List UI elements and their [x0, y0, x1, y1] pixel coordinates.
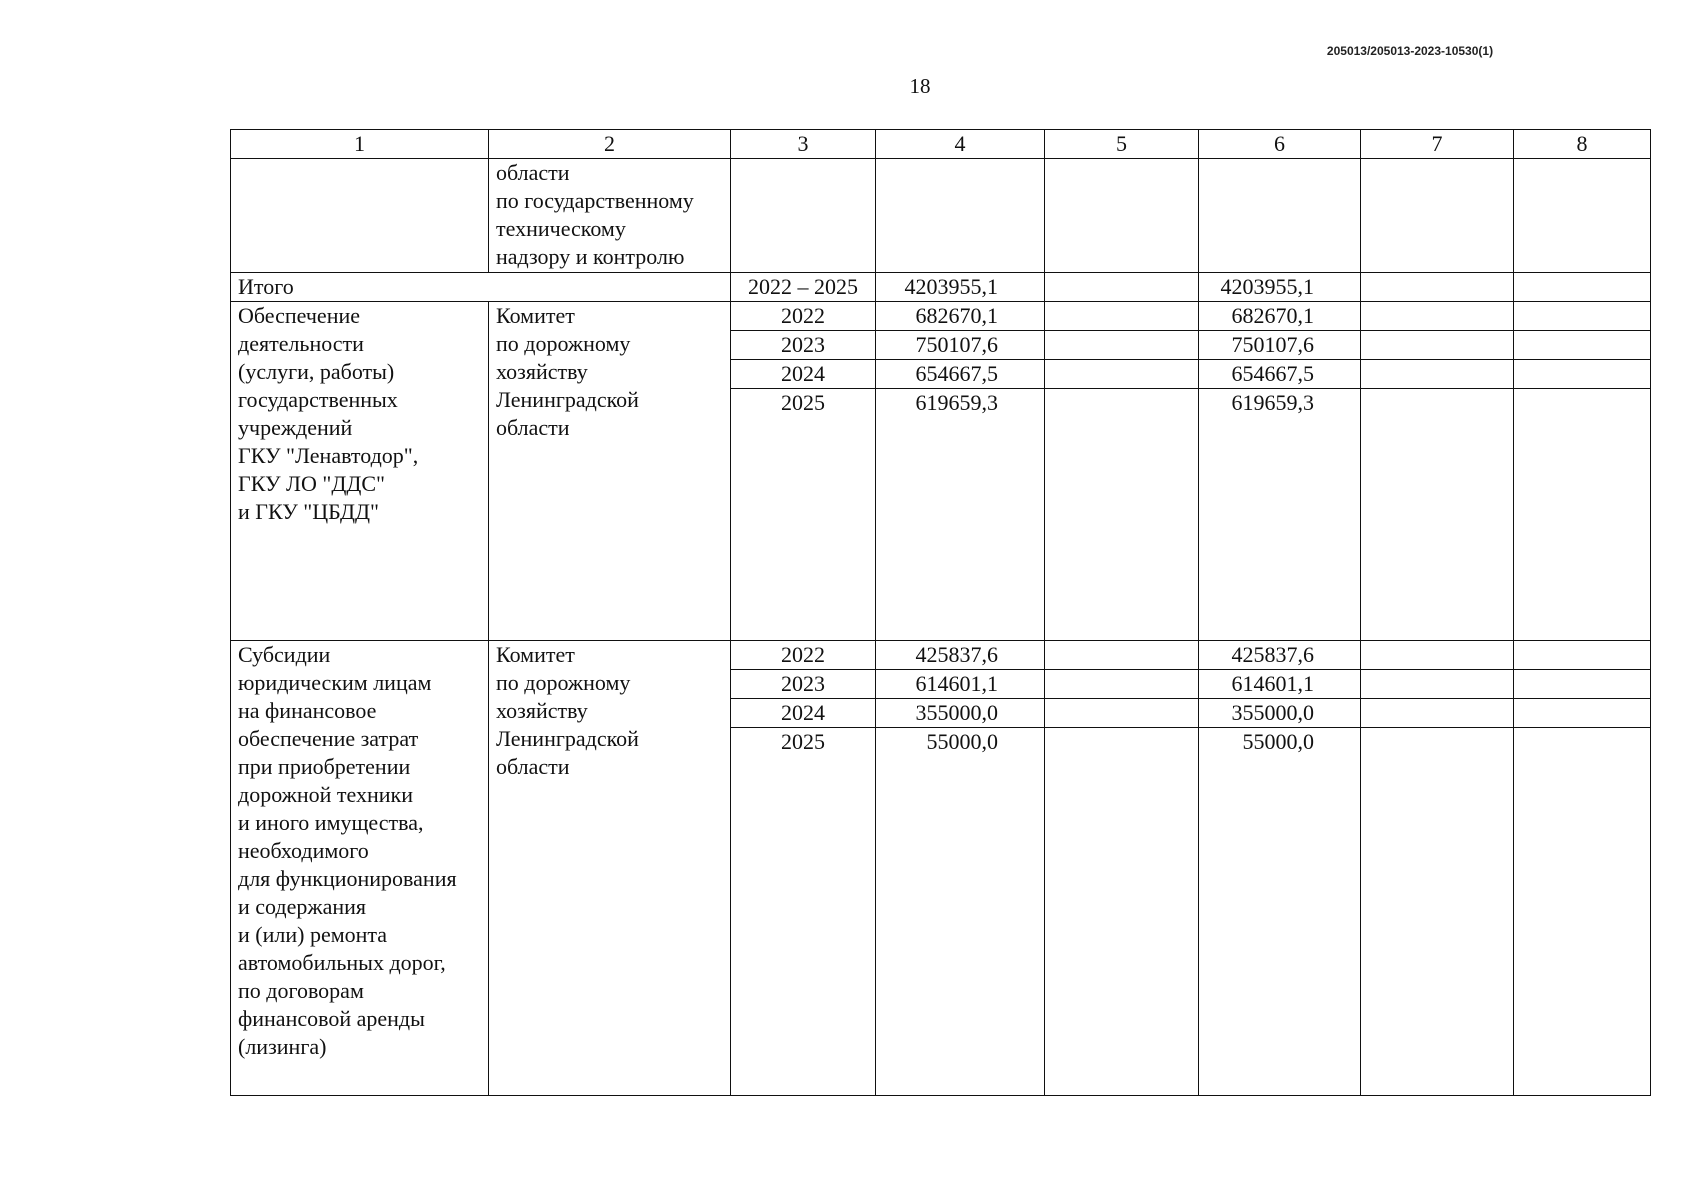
executor-cell: области по государственному техническому надзору и контролю: [489, 159, 731, 273]
column-number: 1: [231, 130, 489, 159]
column-number: 6: [1199, 130, 1361, 159]
page-number: 18: [909, 74, 931, 98]
column-number: 3: [731, 130, 876, 159]
column-number: 5: [1045, 130, 1199, 159]
amount-cell: 4203955,1: [1199, 273, 1361, 302]
year-row: [231, 302, 1651, 331]
amount-cell: 619659,3: [1199, 389, 1361, 641]
activity-cell: [231, 159, 489, 273]
column-number: 8: [1514, 130, 1651, 159]
amount-cell: 682670,1: [1199, 302, 1361, 331]
year-cell: 2025: [731, 728, 876, 1096]
amount-cell: 55000,0: [876, 728, 1045, 1096]
year-cell: 2022: [731, 302, 876, 331]
budget-table: [230, 129, 1651, 1096]
column-number: 2: [489, 130, 731, 159]
amount-cell: 4203955,1: [876, 273, 1045, 302]
amount-cell: 425837,6: [1199, 641, 1361, 670]
executor-cell: Комитет по дорожному хозяйству Ленинградской области: [489, 302, 731, 641]
column-number-row: [231, 130, 1651, 159]
amount-cell: 682670,1: [876, 302, 1045, 331]
document-id: 205013/205013-2023-10530(1): [1326, 44, 1494, 58]
total-label: Итого: [231, 273, 731, 302]
year-cell: 2023: [731, 670, 876, 699]
amount-cell: 55000,0: [1199, 728, 1361, 1096]
total-row: [231, 273, 1651, 302]
amount-cell: 425837,6: [876, 641, 1045, 670]
continuation-row: [231, 159, 1651, 273]
year-row: [231, 641, 1651, 670]
year-cell: 2023: [731, 331, 876, 360]
activity-cell: Субсидии юридическим лицам на финансовое обеспечение затрат при приобретении дорожной техники и иного имущества, необходимого для функционирования и содержания и (или) ремонта автомобильных дорог, по договорам финансовой аренды (лизинга): [231, 641, 489, 1096]
amount-cell: 355000,0: [876, 699, 1045, 728]
executor-cell: Комитет по дорожному хозяйству Ленинградской области: [489, 641, 731, 1096]
amount-cell: 355000,0: [1199, 699, 1361, 728]
amount-cell: 654667,5: [876, 360, 1045, 389]
activity-cell: Обеспечение деятельности (услуги, работы) государственных учреждений ГКУ "Ленавтодор", ГКУ ЛО "ДДС" и ГКУ "ЦБДД": [231, 302, 489, 641]
period-cell: 2022 – 2025: [731, 273, 876, 302]
column-number: 7: [1361, 130, 1514, 159]
year-cell: 2024: [731, 699, 876, 728]
amount-cell: 750107,6: [876, 331, 1045, 360]
amount-cell: 619659,3: [876, 389, 1045, 641]
year-cell: 2024: [731, 360, 876, 389]
year-cell: 2025: [731, 389, 876, 641]
year-cell: 2022: [731, 641, 876, 670]
amount-cell: 654667,5: [1199, 360, 1361, 389]
amount-cell: 614601,1: [876, 670, 1045, 699]
amount-cell: 614601,1: [1199, 670, 1361, 699]
amount-cell: 750107,6: [1199, 331, 1361, 360]
amount-cell: [1045, 273, 1199, 302]
column-number: 4: [876, 130, 1045, 159]
